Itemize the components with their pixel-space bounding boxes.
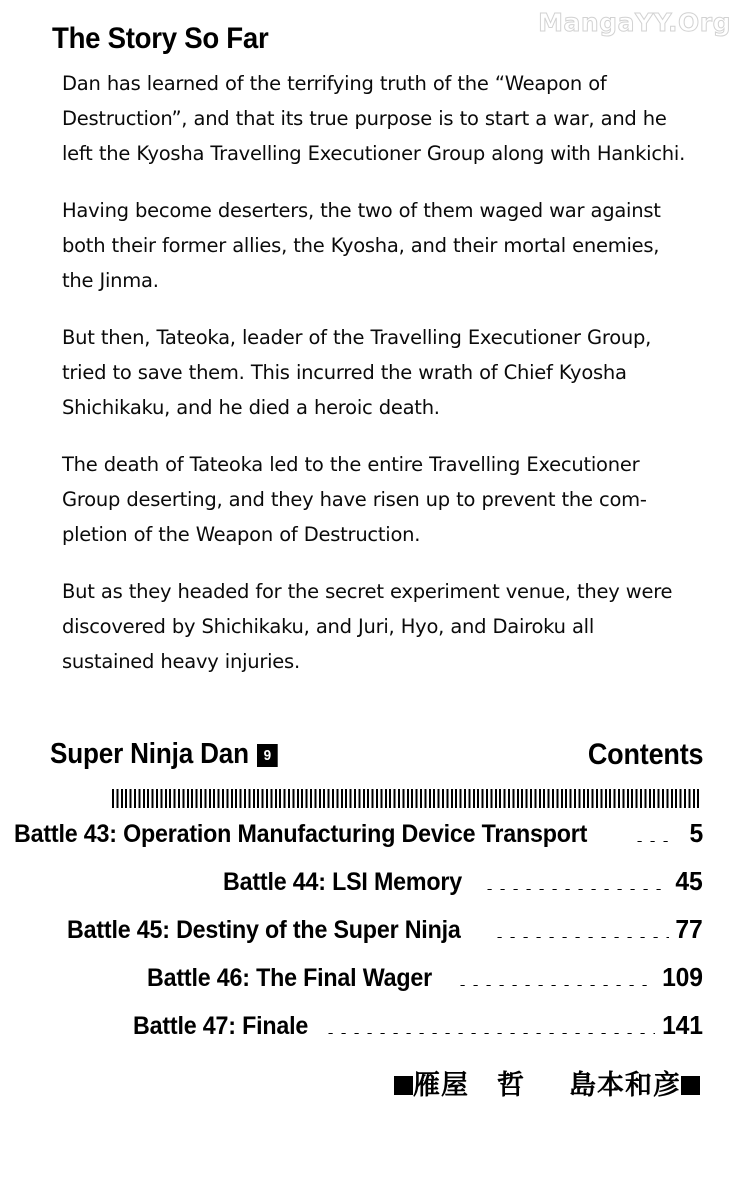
toc-entry-title: Battle 45: Destiny of the Super Ninja [67, 916, 461, 944]
striped-divider [112, 789, 701, 808]
story-paragraph: But as they headed for the secret experiment venue, they were discovered by Shichikaku, and Juri, Hyo, and Dairoku all sustained heavy injuries. [62, 580, 673, 673]
story-paragraph: Dan has learned of the terrifying truth of the “Weapon of Destruction”, and that its true purpose is to start a war, and he left the Kyosha Travelling Executioner Group along with Hankichi. [62, 72, 686, 165]
series-title [50, 738, 278, 771]
story-paragraph: But then, Tateoka, leader of the Travelling Executioner Group, tried to save them. This incurred the wrath of Chief Kyosha Shichikaku, and he died a heroic death. [62, 326, 652, 419]
toc-entry-title: Battle 47: Finale [133, 1012, 309, 1040]
toc-entry[interactable] [14, 914, 703, 962]
toc-entry-page: 109 [662, 962, 703, 992]
artist-name: 島本和彦 [569, 1070, 681, 1101]
toc-entry[interactable] [14, 962, 703, 1010]
volume-number-badge: 9 [257, 744, 278, 767]
toc-entry-title: Battle 43: Operation Manufacturing Device Transport [14, 820, 588, 848]
square-bullet-icon [394, 1076, 413, 1095]
site-watermark: MangaYY.Org [538, 8, 731, 37]
toc-entry[interactable] [14, 818, 703, 866]
toc-entry-page: 45 [675, 866, 703, 896]
toc-leader-dots [637, 841, 670, 842]
series-title-text: Super Ninja Dan [50, 738, 249, 770]
toc-entry-title: Battle 44: LSI Memory [223, 868, 462, 896]
story-so-far-heading: The Story So Far [52, 22, 269, 55]
story-so-far-body [62, 66, 692, 679]
contents-masthead [50, 738, 703, 774]
contents-heading: Contents [587, 738, 703, 771]
toc-entry-page: 5 [689, 818, 703, 848]
toc-leader-dots [460, 985, 655, 986]
toc-entry[interactable] [14, 866, 703, 914]
toc-entry-page: 141 [662, 1010, 703, 1040]
toc-leader-dots [328, 1033, 655, 1034]
story-paragraph: The death of Tateoka led to the entire Travelling Executioner Group deserting, and they have risen up to prevent the com-pletion of the Weapon of Destruction. [62, 453, 647, 546]
square-bullet-icon [681, 1076, 700, 1095]
writer-name: 雁屋 哲 [413, 1070, 525, 1101]
toc-leader-dots [497, 937, 669, 938]
story-paragraph: Having become deserters, the two of them waged war against both their former allies, the Kyosha, and their mortal enemies, the Jinma. [62, 199, 661, 292]
toc-entry-page: 77 [675, 914, 703, 944]
toc-entry-title: Battle 46: The Final Wager [147, 964, 432, 992]
toc-leader-dots [487, 889, 669, 890]
creator-credits [394, 1072, 700, 1099]
toc-entry[interactable] [14, 1010, 703, 1058]
table-of-contents [14, 818, 703, 1058]
